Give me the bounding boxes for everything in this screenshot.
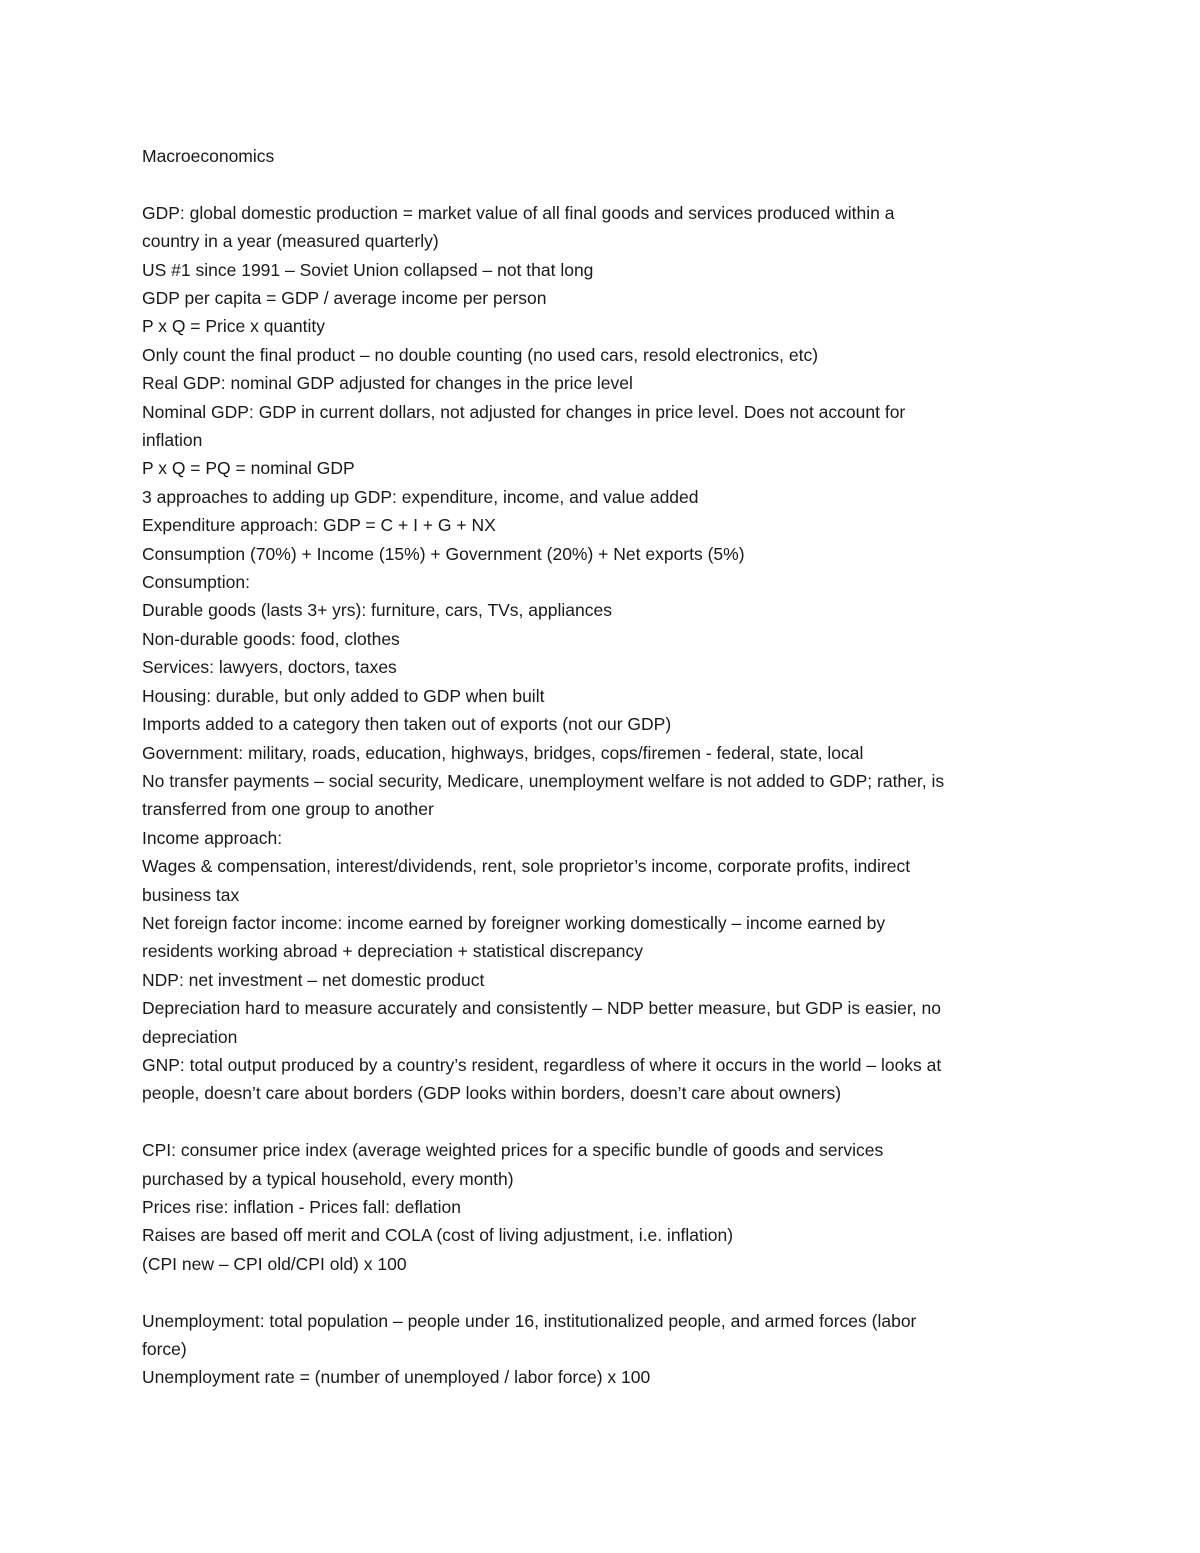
text-line: business tax xyxy=(142,884,240,905)
text-line: (CPI new – CPI old/CPI old) x 100 xyxy=(142,1253,407,1274)
text-line: Non-durable goods: food, clothes xyxy=(142,628,400,649)
blank-line xyxy=(142,1108,1062,1136)
text-line: Nominal GDP: GDP in current dollars, not adjusted for changes in price level. Does not account for xyxy=(142,401,906,422)
text-line: P x Q = Price x quantity xyxy=(142,316,326,337)
text-line: Imports added to a category then taken out of exports (not our GDP) xyxy=(142,714,672,735)
text-line: Income approach: xyxy=(142,827,283,848)
text-line: Real GDP: nominal GDP adjusted for changes in the price level xyxy=(142,373,633,394)
text-line: Housing: durable, but only added to GDP when built xyxy=(142,685,545,706)
text-line: Raises are based off merit and COLA (cost of living adjustment, i.e. inflation) xyxy=(142,1225,734,1246)
text-line: GNP: total output produced by a country’s resident, regardless of where it occurs in the world – looks at xyxy=(142,1054,942,1075)
text-line: Durable goods (lasts 3+ yrs): furniture, cars, TVs, appliances xyxy=(142,600,612,621)
text-line: depreciation xyxy=(142,1026,238,1047)
text-line: Services: lawyers, doctors, taxes xyxy=(142,657,397,678)
document-title: Macroeconomics xyxy=(142,146,275,166)
text-line: purchased by a typical household, every month) xyxy=(142,1168,514,1189)
text-line: Consumption: xyxy=(142,572,250,593)
text-line: people, doesn’t care about borders (GDP looks within borders, doesn’t care about owners) xyxy=(142,1083,842,1104)
text-line: GDP: global domestic production = market value of all final goods and services produced within a xyxy=(142,202,895,223)
text-line: Unemployment rate = (number of unemployed / labor force) x 100 xyxy=(142,1367,651,1388)
text-line: residents working abroad + depreciation + statistical discrepancy xyxy=(142,941,643,962)
text-line: country in a year (measured quarterly) xyxy=(142,231,439,252)
text-line: P x Q = PQ = nominal GDP xyxy=(142,458,355,479)
document-body xyxy=(142,142,1062,1392)
text-line: Government: military, roads, education, highways, bridges, cops/firemen - federal, state, local xyxy=(142,742,864,763)
text-line: No transfer payments – social security, Medicare, unemployment welfare is not added to GDP; rather, is xyxy=(142,770,945,791)
text-line: inflation xyxy=(142,430,203,451)
text-line: CPI: consumer price index (average weighted prices for a specific bundle of goods and services xyxy=(142,1140,884,1161)
text-line: NDP: net investment – net domestic product xyxy=(142,969,485,990)
text-line: US #1 since 1991 – Soviet Union collapsed – not that long xyxy=(142,259,594,280)
blank-line xyxy=(142,170,1062,198)
text-line: force) xyxy=(142,1339,187,1360)
text-line: Wages & compensation, interest/dividends, rent, sole proprietor’s income, corporate profits, indirect xyxy=(142,856,911,877)
text-line: Prices rise: inflation - Prices fall: deflation xyxy=(142,1197,462,1217)
text-line: GDP per capita = GDP / average income per person xyxy=(142,288,547,309)
text-line: Depreciation hard to measure accurately and consistently – NDP better measure, but GDP is easier, no xyxy=(142,998,941,1019)
text-line: Consumption (70%) + Income (15%) + Government (20%) + Net exports (5%) xyxy=(142,543,745,564)
blank-line xyxy=(142,1278,1062,1306)
text-line: transferred from one group to another xyxy=(142,799,434,820)
text-line: Expenditure approach: GDP = C + I + G + NX xyxy=(142,515,496,536)
text-line: Only count the final product – no double counting (no used cars, resold electronics, etc) xyxy=(142,344,819,365)
text-line: Unemployment: total population – people under 16, institutionalized people, and armed forces (labor xyxy=(142,1310,917,1331)
text-line: Net foreign factor income: income earned by foreigner working domestically – income earned by xyxy=(142,912,886,933)
text-line: 3 approaches to adding up GDP: expenditure, income, and value added xyxy=(142,486,699,507)
